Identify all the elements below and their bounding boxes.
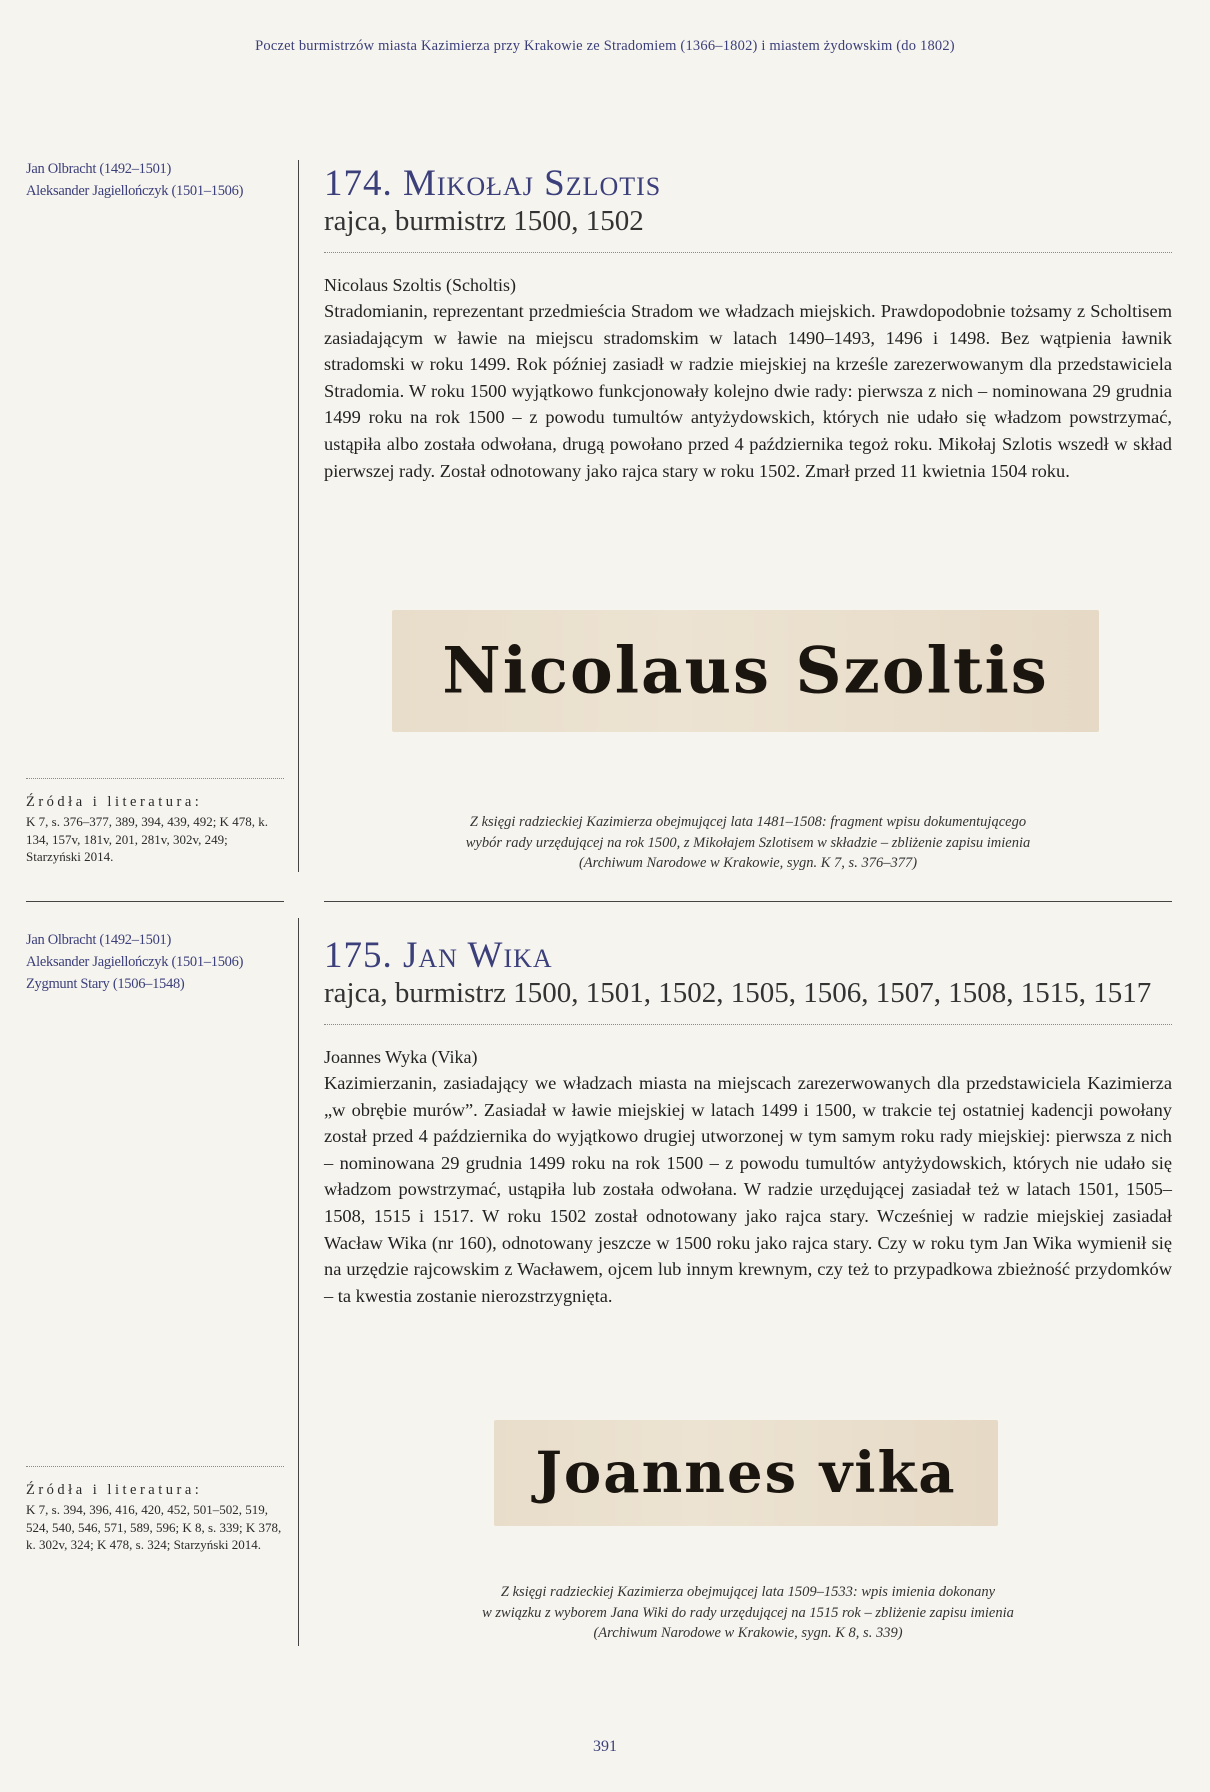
entry-175 bbox=[324, 936, 1172, 1309]
king-line: Zygmunt Stary (1506–1548) bbox=[26, 976, 185, 992]
latin-name: Nicolaus Szoltis (Scholtis) bbox=[324, 275, 516, 295]
image-caption bbox=[324, 812, 1172, 874]
entry-number: 175. bbox=[324, 935, 393, 976]
manuscript-image bbox=[392, 610, 1099, 732]
caption-line: wybór rady urzędującej na rok 1500, z Mikołajem Szlotisem w składzie – zbliżenie zapisu imienia bbox=[465, 834, 1031, 851]
latin-name: Joannes Wyka (Vika) bbox=[324, 1047, 478, 1067]
king-line: Jan Olbracht (1492–1501) bbox=[26, 932, 172, 948]
sidebar-kings-174 bbox=[26, 158, 284, 202]
entry-name: Jan Wika bbox=[403, 935, 553, 976]
king-line: Aleksander Jagiellończyk (1501–1506) bbox=[26, 183, 244, 199]
page-number: 391 bbox=[593, 1738, 617, 1755]
caption-line: (Archiwum Narodowe w Krakowie, sygn. K 8, s. 339) bbox=[593, 1625, 903, 1641]
entry-number: 174. bbox=[324, 163, 393, 204]
sources-title: Źródła i literatura: bbox=[26, 1482, 203, 1498]
caption-line: w związku z wyborem Jana Wiki do rady urzędującej na 1515 rok – zbliżenie zapisu imienia bbox=[482, 1604, 1014, 1621]
sidebar-kings-175 bbox=[26, 929, 284, 995]
sources-divider bbox=[26, 1466, 284, 1467]
section-rule-left bbox=[26, 901, 284, 902]
caption-line: Z księgi radzieckiej Kazimierza obejmującej lata 1481–1508: fragment wpisu dokumentującego bbox=[469, 814, 1027, 830]
sources-divider bbox=[26, 778, 284, 779]
heading-divider bbox=[324, 252, 1172, 253]
sidebar-sources-174 bbox=[26, 778, 284, 866]
entry-body: Stradomianin, reprezentant przedmieścia Stradom we władzach miejskich. Prawdopodobnie tożsamy z Scholtisem zasiadającym w ławie na miejscu stradomskim w latach 1490–1493, 1496 i 1498. Bez wątpienia ławnik stradomski w roku 1499. Rok później zasiadł w radzie miejskiej na krześle zarezerwowanym dla przedstawiciela Stradomia. W roku 1500 wyjątkowo funkcjonowały kolejno dwie rady: pierwsza z nich – nominowana 29 grudnia 1499 roku na rok 1500 – z powodu tumultów antyżydowskich, których nie udało się władzom powstrzymać, ustąpiła albo została odwołana, drugą powołano przed 4 października tegoż roku. Mikołaj Szlotis wszedł w skład pierwszej rady. Został odnotowany jako rajca stary w roku 1502. Zmarł przed 11 kwietnia 1504 roku. bbox=[324, 301, 1172, 481]
entry-heading bbox=[324, 164, 1172, 204]
vertical-divider bbox=[298, 160, 299, 872]
manuscript-image bbox=[494, 1420, 998, 1526]
sources-text: K 7, s. 394, 396, 416, 420, 452, 501–502, 519, 524, 540, 546, 571, 589, 596; K 8, s. 339; K 378, k. 302v, 324; K 478, s. 324; Starzyński 2014. bbox=[26, 1502, 282, 1552]
entry-name: Mikołaj Szlotis bbox=[403, 163, 662, 204]
entry-174 bbox=[324, 164, 1172, 484]
king-line: Jan Olbracht (1492–1501) bbox=[26, 161, 172, 177]
caption-line: (Archiwum Narodowe w Krakowie, sygn. K 7, s. 376–377) bbox=[578, 855, 918, 871]
caption-line: Z księgi radzieckiej Kazimierza obejmującej lata 1509–1533: wpis imienia dokonany bbox=[500, 1584, 996, 1600]
vertical-divider bbox=[298, 918, 299, 1646]
sources-text: K 7, s. 376–377, 389, 394, 439, 492; K 478, k. 134, 157v, 181v, 201, 281v, 302v, 249; Starzyński 2014. bbox=[26, 814, 268, 864]
running-head: Poczet burmistrzów miasta Kazimierza przy Krakowie ze Stradomiem (1366–1802) i miastem żydowskim (do 1802) bbox=[255, 38, 955, 54]
entry-subtitle: rajca, burmistrz 1500, 1502 bbox=[324, 205, 644, 237]
sidebar-sources-175 bbox=[26, 1466, 284, 1554]
image-caption bbox=[324, 1582, 1172, 1644]
section-rule-main bbox=[324, 901, 1172, 902]
king-line: Aleksander Jagiellończyk (1501–1506) bbox=[26, 954, 244, 970]
heading-divider bbox=[324, 1024, 1172, 1025]
entry-heading bbox=[324, 936, 1172, 976]
manuscript-handwriting: Nicolaus Szoltis bbox=[442, 633, 1049, 709]
entry-subtitle: rajca, burmistrz 1500, 1501, 1502, 1505, 1506, 1507, 1508, 1515, 1517 bbox=[324, 977, 1152, 1009]
sources-title: Źródła i literatura: bbox=[26, 794, 203, 810]
entry-body: Kazimierzanin, zasiadający we władzach miasta na miejscach zarezerwowanych dla przedstawiciela Kazimierza „w obrębie murów”. Zasiadał w ławie miejskiej w latach 1499 i 1500, w trakcie tej ostatniej kadencji powołany został przed 4 października do wyjątkowo drugiej utworzonej w tym samym roku rady miejskiej: pierwsza z nich – nominowana 29 grudnia 1499 roku na rok 1500 – z powodu tumultów antyżydowskich, których nie udało się władzom powstrzymać, ustąpiła lub została odwołana. W radzie urzędującej zasiadał też w latach 1501, 1505–1508, 1515 i 1517. W roku 1502 został odnotowany jako rajca stary. Wcześniej w radzie miejskiej zasiadał Wacław Wika (nr 160), odnotowany jeszcze w 1500 roku jako rajca stary. Czy w roku tym Jan Wika wymienił się na urzędzie rajcowskim z Wacławem, ojcem lub innym krewnym, czy też to przypadkowa zbieżność przydomków – ta kwestia zostanie nierozstrzygnięta. bbox=[324, 1073, 1172, 1306]
manuscript-handwriting: Joannes vika bbox=[535, 1440, 957, 1506]
